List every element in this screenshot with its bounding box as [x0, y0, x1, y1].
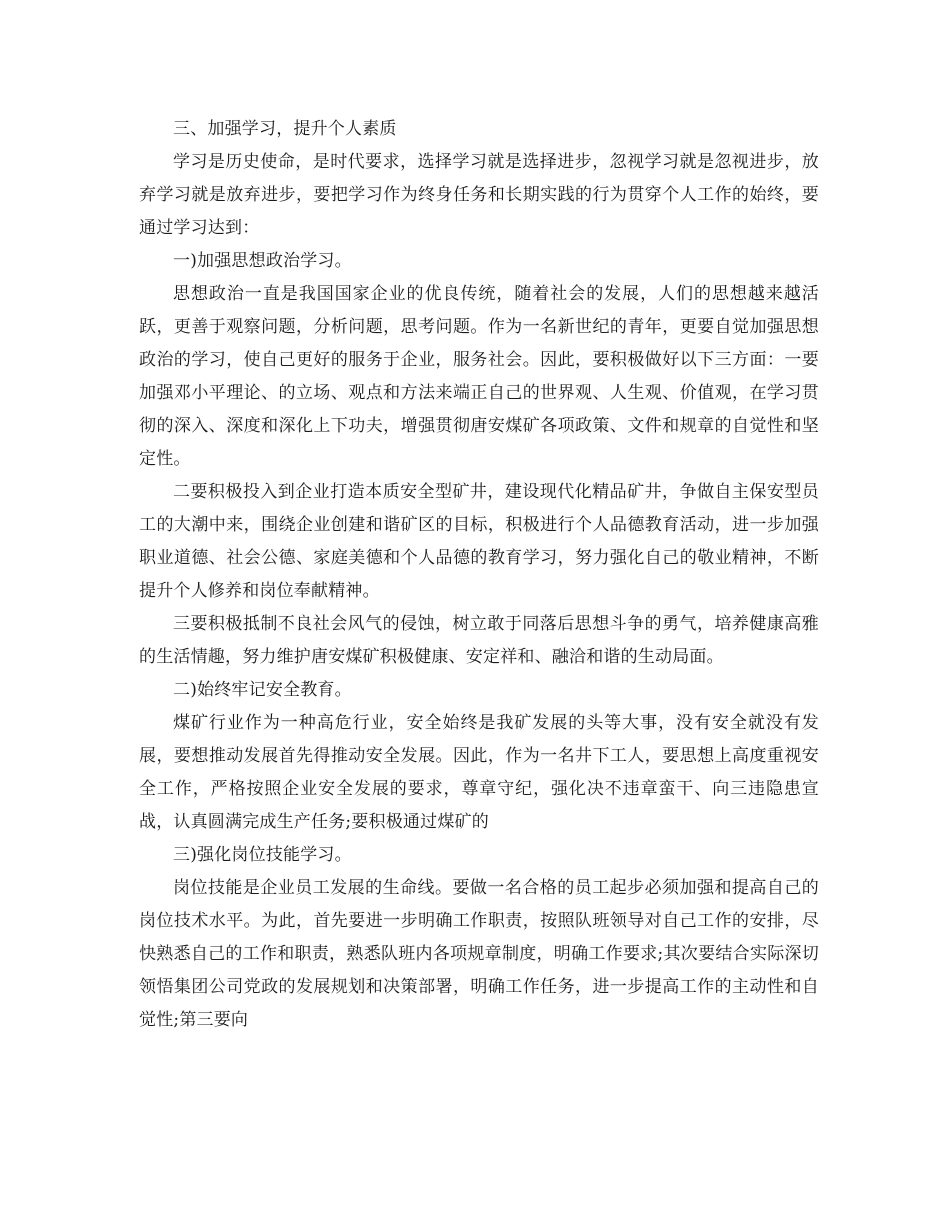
paragraph-learning-intro: 学习是历史使命，是时代要求，选择学习就是选择进步，忽视学习就是忽视进步，放弃学习就是放弃进步，要把学习作为终身任务和长期实践的行为贯穿个人工作的始终，要通过学习达到： — [139, 152, 819, 238]
subheading-safety-education: 二)始终牢记安全教育。 — [173, 680, 352, 700]
subheading-skill-learning: 三)强化岗位技能学习。 — [173, 845, 352, 865]
paragraph-safety-education: 煤矿行业作为一种高危行业，安全始终是我矿发展的头等大事，没有安全就没有发展，要想推动发展首先得推动安全发展。因此，作为一名井下工人，要思想上高度重视安全工作，严格按照企业安全发展的要求，尊章守纪，强化决不违章蛮干、向三违隐患宣战，认真圆满完成生产任务;要积极通过煤矿的 — [139, 713, 819, 832]
document-body — [139, 113, 819, 1037]
paragraph-social-ethos: 三要积极抵制不良社会风气的侵蚀，树立敢于同落后思想斗争的勇气，培养健康高雅的生活情趣，努力维护唐安煤矿积极健康、安定祥和、融洽和谐的生动局面。 — [139, 614, 819, 667]
section-heading-3: 三、加强学习，提升个人素质 — [173, 119, 397, 139]
paragraph-political-study: 思想政治一直是我国国家企业的优良传统，随着社会的发展，人们的思想越来越活跃，更善于观察问题，分析问题，思考问题。作为一名新世纪的青年，更要自觉加强思想政治的学习，使自己更好的服务于企业，服务社会。因此，要积极做好以下三方面：一要加强邓小平理论、的立场、观点和方法来端正自己的世界观、人生观、价值观，在学习贯彻的深入、深度和深化上下功夫，增强贯彻唐安煤矿各项政策、文件和规章的自觉性和坚定性。 — [139, 284, 819, 469]
subheading-political-study: 一)加强思想政治学习。 — [173, 251, 352, 271]
paragraph-safety-culture: 二要积极投入到企业打造本质安全型矿井，建设现代化精品矿井，争做自主保安型员工的大潮中来，围绕企业创建和谐矿区的目标，积极进行个人品德教育活动，进一步加强职业道德、社会公德、家庭美德和个人品德的教育学习，努力强化自己的敬业精神，不断提升个人修养和岗位奉献精神。 — [139, 482, 819, 601]
paragraph-skill-learning: 岗位技能是企业员工发展的生命线。要做一名合格的员工起步必须加强和提高自己的岗位技术水平。为此，首先要进一步明确工作职责，按照队班领导对自己工作的安排，尽快熟悉自己的工作和职责，熟悉队班内各项规章制度，明确工作要求;其次要结合实际深切领悟集团公司党政的发展规划和决策部署，明确工作任务，进一步提高工作的主动性和自觉性;第三要向 — [139, 878, 819, 1030]
